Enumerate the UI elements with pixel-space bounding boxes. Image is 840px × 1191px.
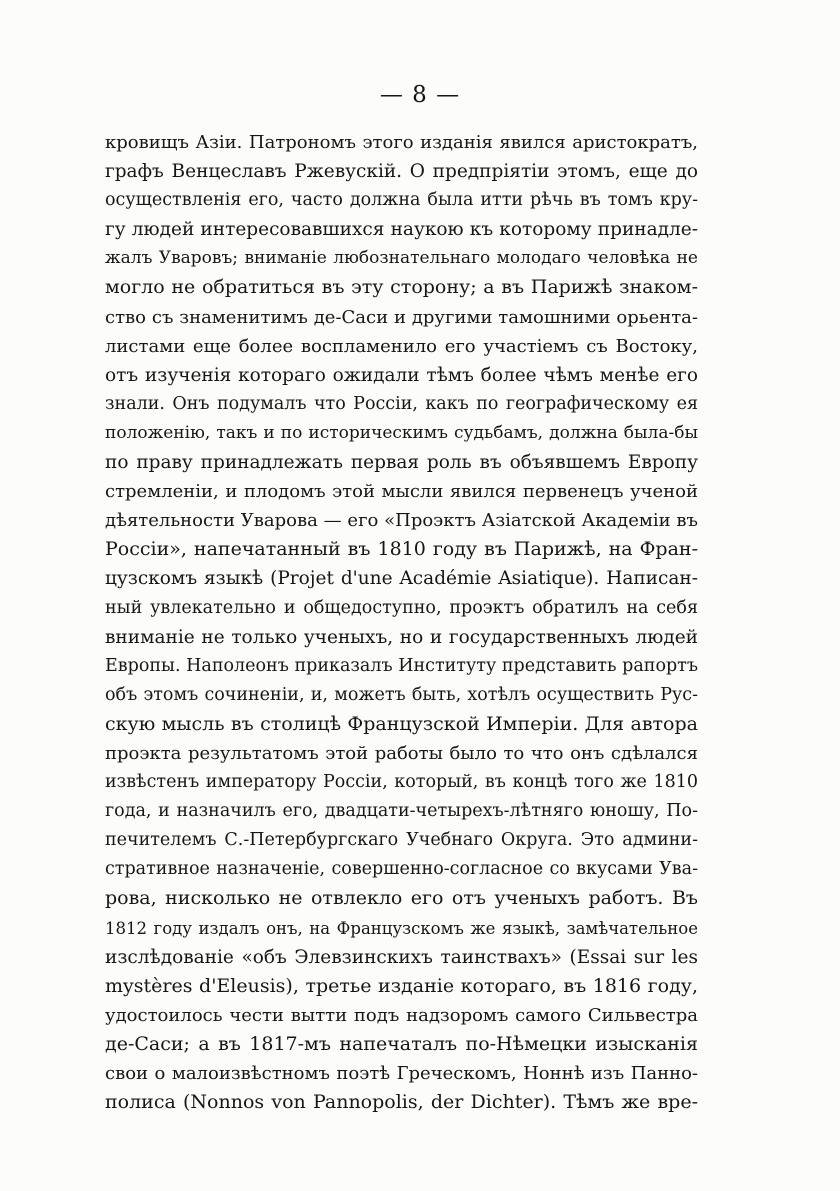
text-line: графъ Венцеславъ Ржевускій. О предпріятіи этомъ, еще до	[105, 161, 698, 183]
text-line: дѣятельности Уварова — его «Проэктъ Азіатской Академіи въ	[105, 510, 698, 532]
text-line: осуществленія его, часто должна была итти рѣчь въ томъ кру-	[105, 190, 698, 211]
text-line: объ этомъ сочиненіи, и, можетъ быть, хотѣлъ осуществить Рус-	[105, 684, 698, 705]
text-line: Европы. Наполеонъ приказалъ Институту представить рапортъ	[105, 655, 698, 676]
text-line: печителемъ С.-Петербургскаго Учебнаго Округа. Это админи-	[105, 830, 698, 851]
text-line: свои о малоизвѣстномъ поэтѣ Греческомъ, Ноннѣ изъ Панно-	[105, 1063, 698, 1084]
text-line: вниманіе не только ученыхъ, но и государственныхъ людей	[105, 626, 698, 648]
text-line: кровищъ Азіи. Патрономъ этого изданія явился аристократъ,	[105, 132, 698, 153]
body-text	[105, 128, 698, 1117]
text-line: ство съ знаменитимъ де-Саси и другими тамошними орьента-	[105, 306, 698, 328]
text-line: изслѣдованіе «объ Элевзинскихъ таинствахъ» (Essai sur les	[105, 946, 698, 968]
text-line: стративное назначеніе, совершенно-согласное со вкусами Ува-	[105, 859, 698, 880]
text-line: удостоилось чести вытти подъ надзоромъ самого Сильвестра	[105, 1004, 698, 1026]
text-line: проэкта результатомъ этой работы было то что онъ сдѣлался	[105, 742, 698, 764]
text-line: гу людей интересовавшихся наукою къ которому принадле-	[105, 219, 698, 241]
text-line: извѣстенъ императору Россіи, который, въ концѣ того же 1810	[105, 772, 698, 793]
text-line: года, и назначилъ его, двадцати-четырехъ-лѣтняго юношу, По-	[105, 801, 698, 822]
text-line: ный увлекательно и общедоступно, проэктъ обратилъ на себя	[105, 597, 698, 618]
text-line: де-Саси; а въ 1817-мъ напечаталъ по-Нѣмецки изысканія	[105, 1032, 698, 1055]
text-line: отъ изученія котораго ожидали тѣмъ более чѣмъ менѣе его	[105, 364, 698, 386]
text-line: положенію, такъ и по историческимъ судьбамъ, должна была-бы	[105, 422, 698, 443]
text-line: листами еще более воспламенило его участіемъ съ Востоку,	[105, 335, 698, 357]
text-line: рова, нисколько не отвлекло его отъ ученыхъ работъ. Въ	[105, 887, 698, 910]
text-line: стремленіи, и плодомъ этой мысли явился первенецъ ученой	[105, 481, 698, 503]
text-line: Россіи», напечатанный въ 1810 году въ Парижѣ, на Фран-	[105, 538, 698, 561]
text-line: 1812 году издалъ онъ, на Французскомъ же языкѣ, замѣчательное	[105, 918, 698, 938]
text-line: полиса (Nonnos von Pannopolis, der Dichter). Тѣмъ же вре-	[105, 1091, 698, 1114]
text-line: цузскомъ языкѣ (Projet d'une Académie Asiatique). Написан-	[105, 568, 698, 590]
text-line: могло не обратиться въ эту сторону; а въ Парижѣ знаком-	[105, 276, 698, 299]
text-line: жалъ Уваровъ; вниманіе любознательнаго молодаго человѣка не	[105, 248, 698, 269]
page-number: — 8 —	[379, 82, 461, 108]
text-line: mystères d'Eleusis), третье изданіе котораго, въ 1816 году,	[105, 974, 698, 997]
text-line: по праву принадлежать первая роль въ объявшемъ Европу	[105, 452, 698, 474]
text-line: скую мысль въ столицѣ Французской Имперіи. Для автора	[105, 712, 698, 735]
text-line: знали. Онъ подумалъ что Россіи, какъ по географическому ея	[105, 393, 698, 414]
